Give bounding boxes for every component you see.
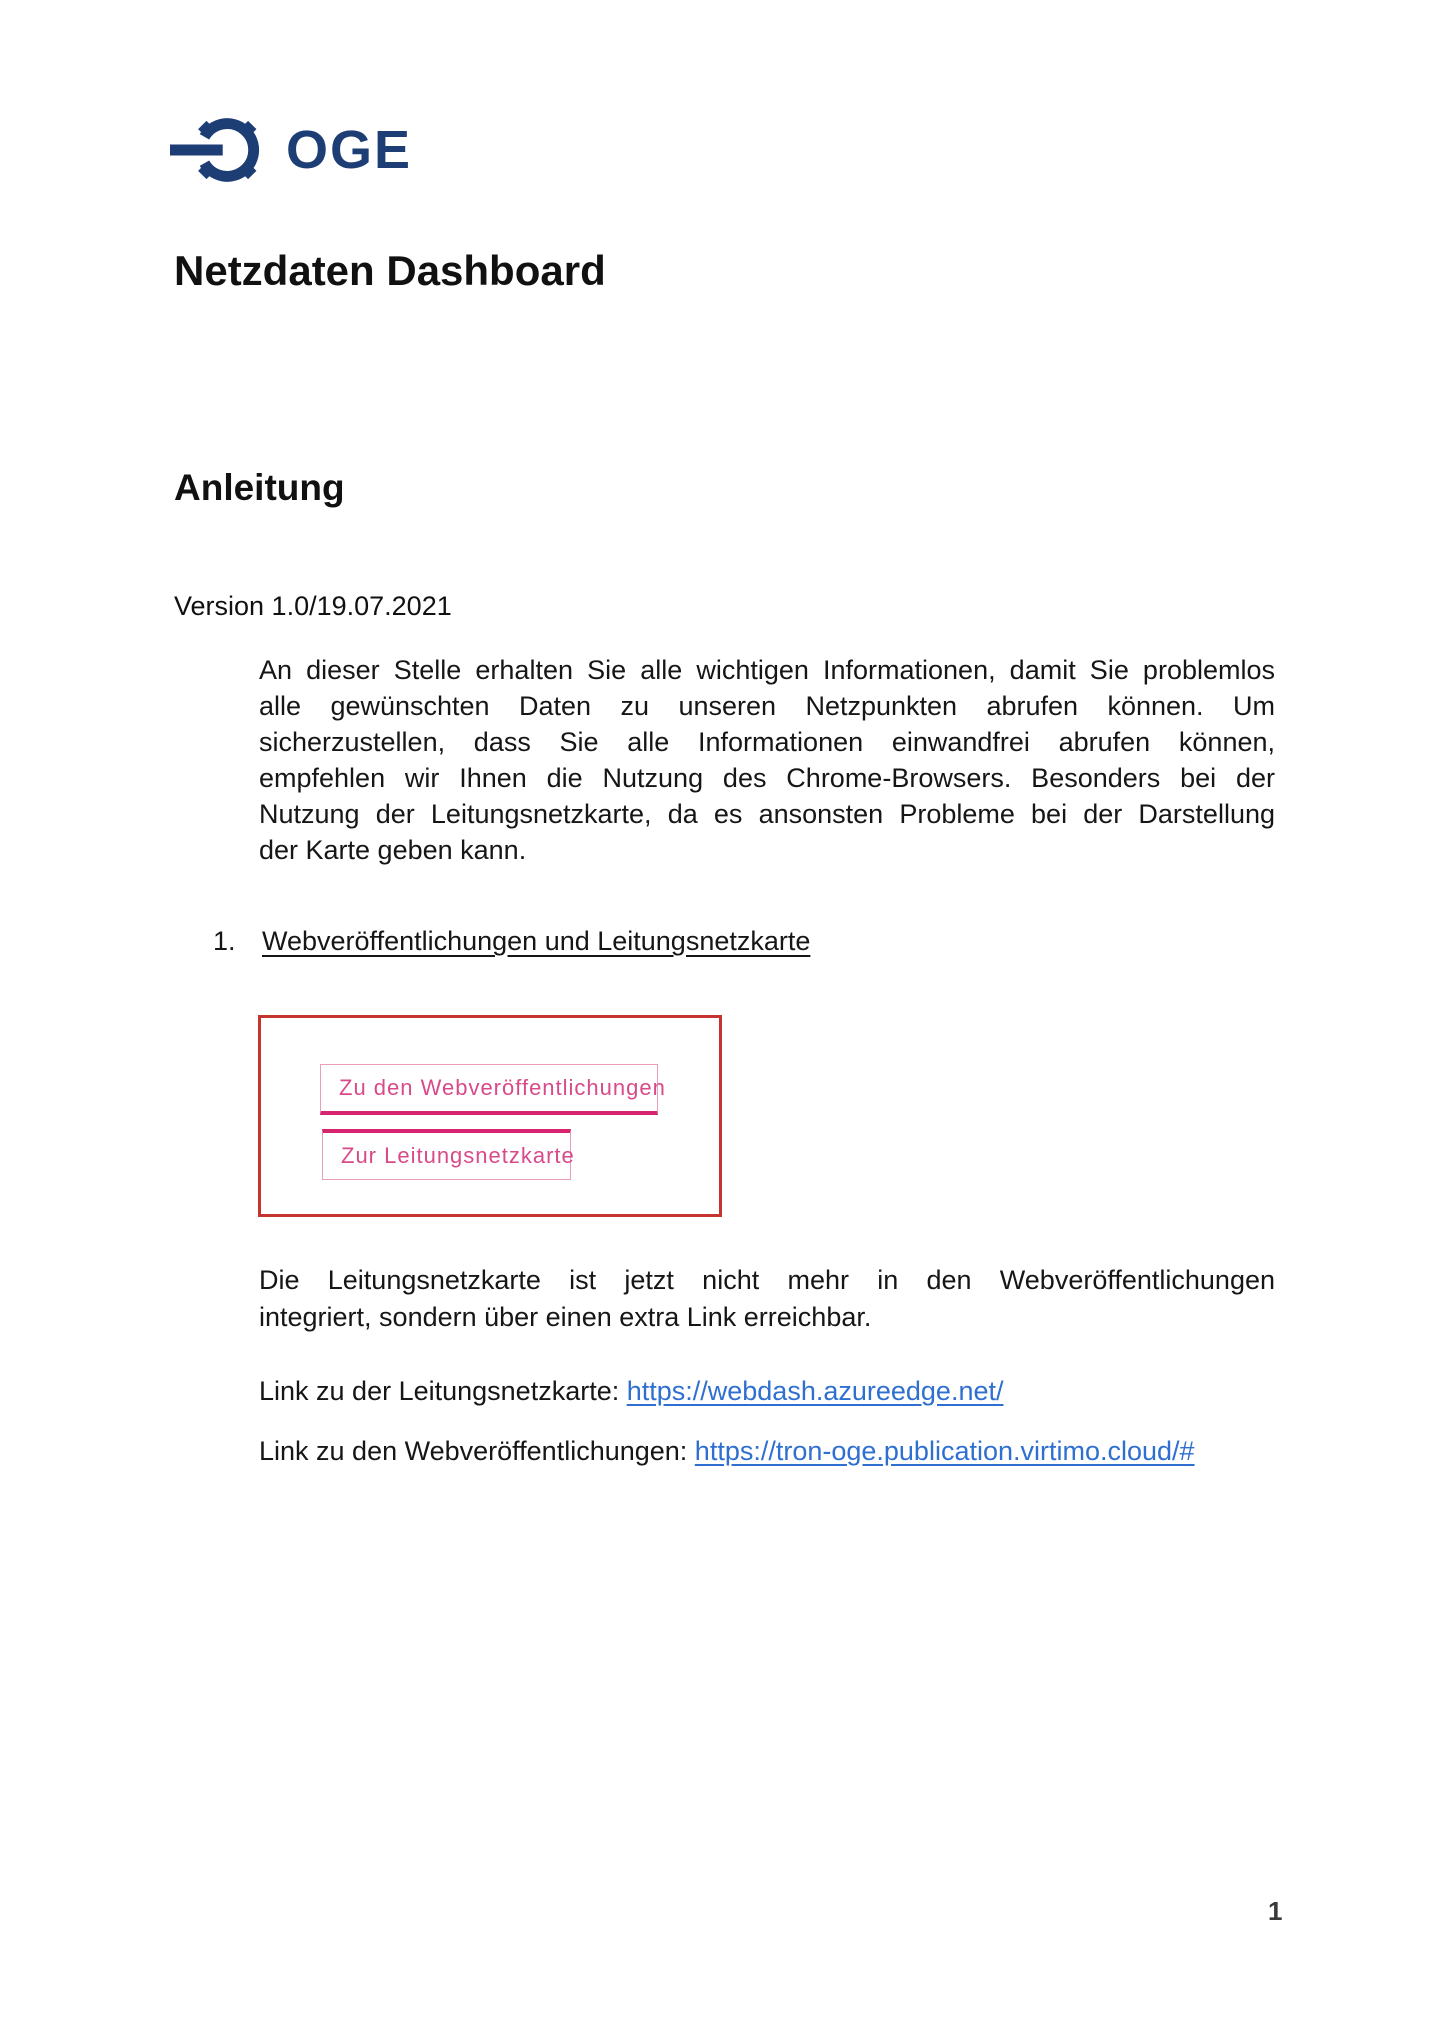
paragraph-line: Nutzung der Leitungsnetzkarte, da es ansonsten Probleme bei der Darstellung	[259, 799, 1275, 829]
paragraph-line: integriert, sondern über einen extra Link erreichbar.	[259, 1302, 872, 1332]
paragraph-line: Die Leitungsnetzkarte ist jetzt nicht mehr in den Webveröffentlichungen	[259, 1265, 1275, 1295]
intro-paragraph	[259, 652, 1275, 868]
list-item-webveroeffentlichungen	[213, 926, 810, 957]
document-title: Netzdaten Dashboard	[174, 247, 606, 294]
link-label: Link zu der Leitungsnetzkarte:	[259, 1376, 627, 1406]
link-label: Link zu den Webveröffentlichungen:	[259, 1436, 695, 1466]
screenshot-frame	[258, 1015, 722, 1217]
paragraph-line: An dieser Stelle erhalten Sie alle wichtigen Informationen, damit Sie problemlos	[259, 655, 1275, 685]
link-line-leitungsnetzkarte	[259, 1376, 1003, 1407]
screenshot-button-label: Zur Leitungsnetzkarte	[341, 1143, 575, 1168]
paragraph-line: empfehlen wir Ihnen die Nutzung des Chrome-Browsers. Besonders bei der	[259, 763, 1275, 793]
screenshot-button-webveroeffentlichungen	[320, 1064, 666, 1115]
paragraph-line: sicherzustellen, dass Sie alle Informationen einwandfrei abrufen können,	[259, 727, 1275, 757]
screenshot-button-leitungsnetzkarte	[322, 1129, 575, 1180]
page-number: 1	[1268, 1896, 1283, 1926]
list-number: 1.	[213, 926, 236, 956]
version-text: Version 1.0/19.07.2021	[174, 591, 452, 621]
oge-logo	[170, 108, 412, 192]
link-leitungsnetzkarte-url[interactable]: https://webdash.azureedge.net/	[626, 1376, 1004, 1406]
oge-gear-icon	[170, 108, 270, 192]
anleitung-heading: Anleitung	[174, 467, 345, 508]
link-webveroeffentlichungen-url[interactable]: https://tron-oge.publication.virtimo.cloud/#	[694, 1436, 1195, 1466]
paragraph-line: der Karte geben kann.	[259, 835, 527, 865]
oge-logo-text: OGE	[286, 120, 413, 180]
screenshot-button-label: Zu den Webveröffentlichungen	[339, 1075, 666, 1100]
note-paragraph	[259, 1262, 1275, 1336]
list-label: Webveröffentlichungen und Leitungsnetzkarte	[262, 926, 811, 956]
link-line-webveroeffentlichungen	[259, 1436, 1195, 1467]
paragraph-line: alle gewünschten Daten zu unseren Netzpunkten abrufen können. Um	[259, 691, 1275, 721]
